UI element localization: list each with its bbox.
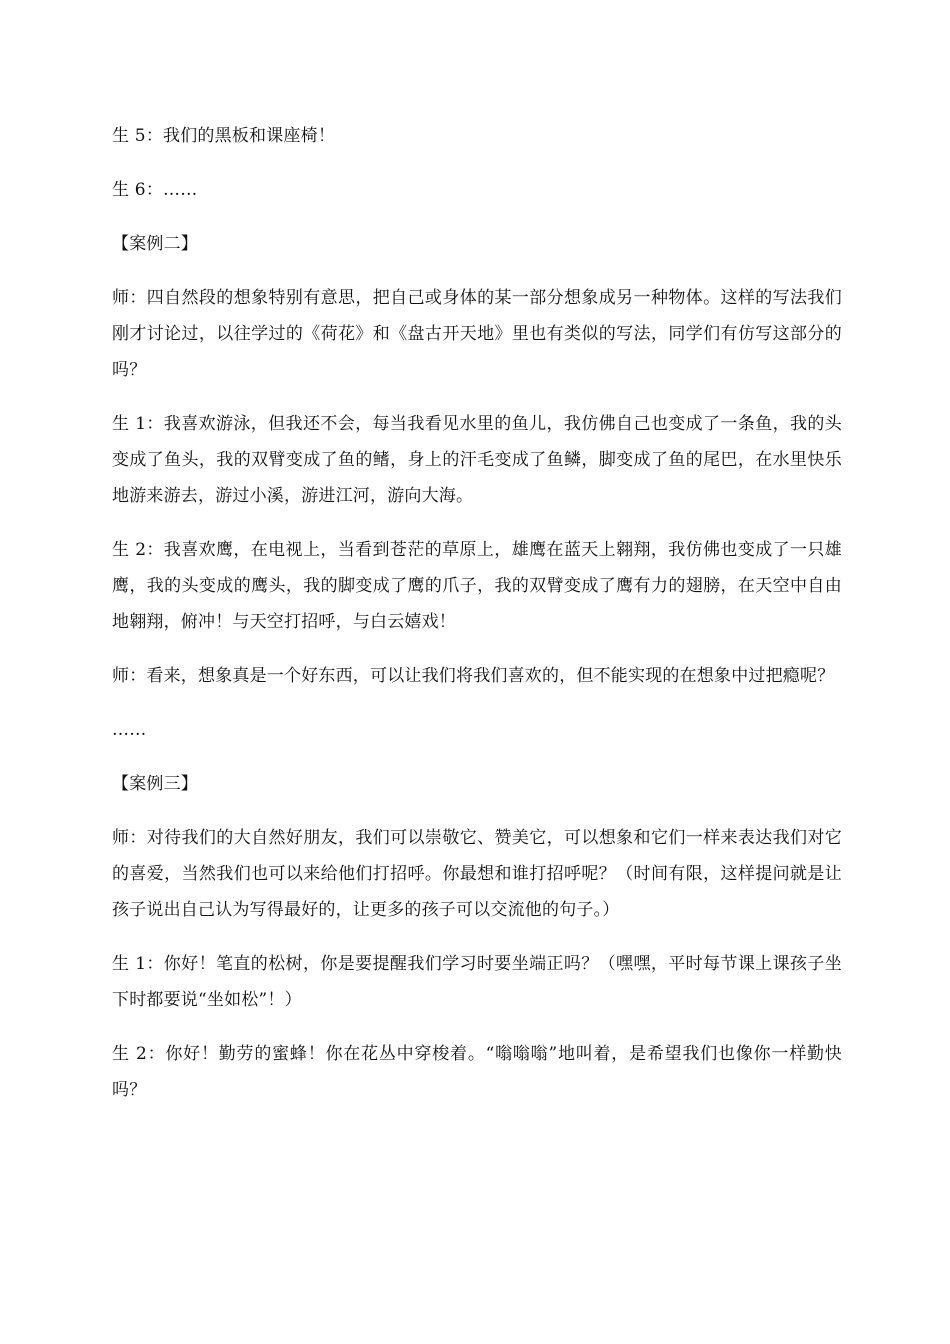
document-body bbox=[112, 118, 842, 1126]
paragraph-teacher-comment: 师：看来，想象真是一个好东西，可以让我们将我们喜欢的，但不能实现的在想象中过把瘾呢？ bbox=[112, 666, 835, 686]
paragraph-teacher-prompt: 师：四自然段的想象特别有意思，把自己或身体的某一部分想象成另一种物体。这样的写法我们刚才讨论过，以往学过的《荷花》和《盘古开天地》里也有类似的写法，同学们有仿写这部分的吗？ bbox=[112, 288, 842, 380]
case-two-heading: 【案例二】 bbox=[112, 234, 198, 254]
paragraph-student-1-pine: 生 1：你好！笔直的松树，你是要提醒我们学习时要坐端正吗？（嘿嘿，平时每节课上课孩子坐下时都要说“坐如松”！） bbox=[112, 954, 842, 1010]
paragraph-student-6: 生 6：…… bbox=[112, 180, 198, 200]
paragraph-student-5: 生 5：我们的黑板和课座椅！ bbox=[112, 126, 336, 146]
paragraph-student-2-bee: 生 2：你好！勤劳的蜜蜂！你在花丛中穿梭着。“嗡嗡嗡”地叫着，是希望我们也像你一样勤快吗？ bbox=[112, 1044, 842, 1100]
paragraph-student-1-fish: 生 1：我喜欢游泳，但我还不会，每当我看见水里的鱼儿，我仿佛自己也变成了一条鱼，我的头变成了鱼头，我的双臂变成了鱼的鳍，身上的汗毛变成了鱼鳞，脚变成了鱼的尾巴，在水里快乐地游来游去，游过小溪，游进江河，游向大海。 bbox=[112, 414, 842, 506]
paragraph-student-2-eagle: 生 2：我喜欢鹰，在电视上，当看到苍茫的草原上，雄鹰在蓝天上翱翔，我仿佛也变成了一只雄鹰，我的头变成的鹰头，我的脚变成了鹰的爪子，我的双臂变成了鹰有力的翅膀，在天空中自由地翱翔，俯冲！与天空打招呼，与白云嬉戏！ bbox=[112, 540, 842, 632]
paragraph-ellipsis: …… bbox=[112, 720, 147, 740]
paragraph-teacher-greeting-prompt: 师：对待我们的大自然好朋友，我们可以崇敬它、赞美它，可以想象和它们一样来表达我们对它的喜爱，当然我们也可以来给他们打招呼。你最想和谁打招呼呢？（时间有限，这样提问就是让孩子说出自己认为写得最好的，让更多的孩子可以交流他的句子。） bbox=[112, 828, 842, 920]
case-three-heading: 【案例三】 bbox=[112, 774, 198, 794]
